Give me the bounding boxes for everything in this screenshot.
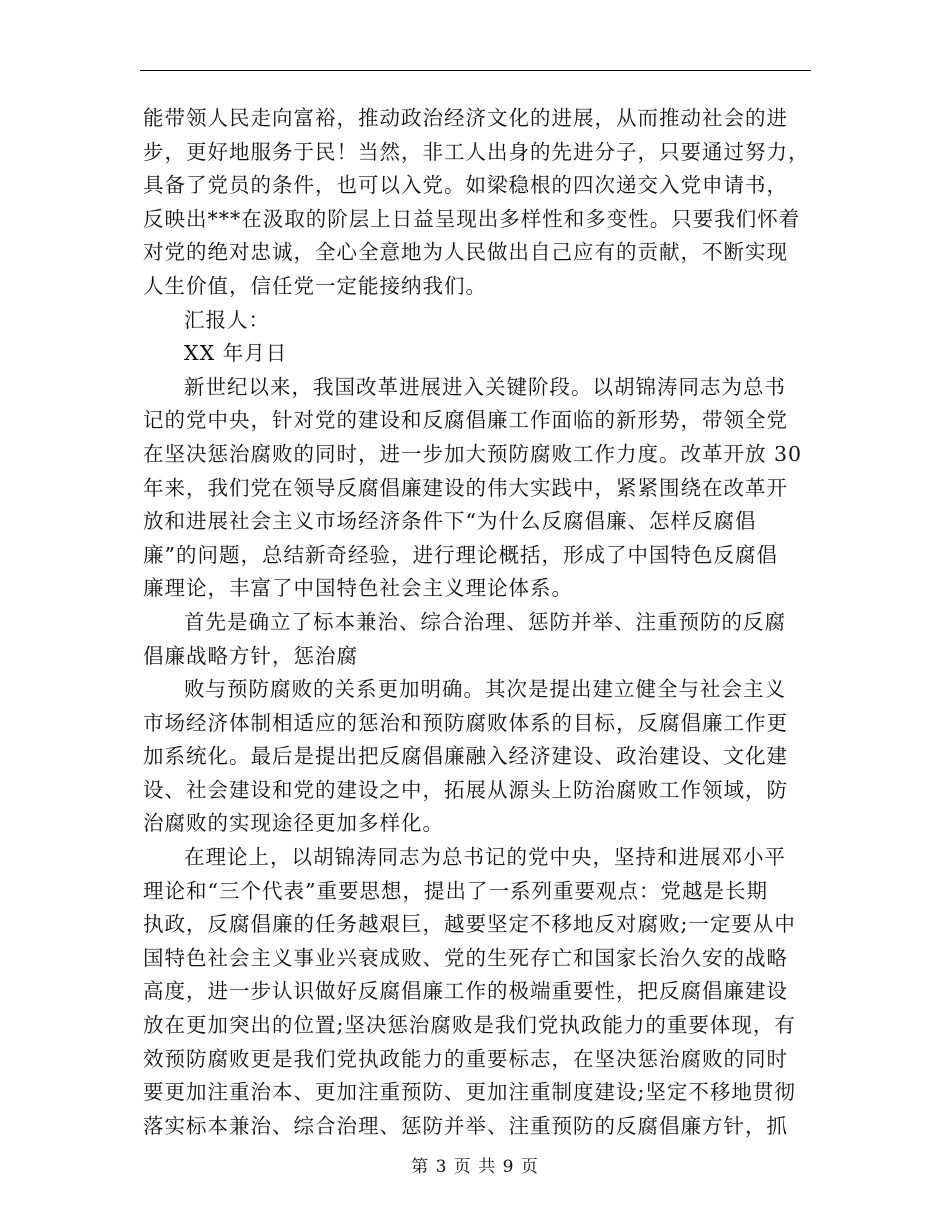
text-line: 市场经济体制相适应的惩治和预防腐败体系的目标，反腐倡廉工作更 (143, 710, 788, 735)
text-line: 在坚决惩治腐败的同时，进一步加大预防腐败工作力度。改革开放 30 (143, 441, 803, 466)
document-body (143, 102, 811, 1143)
text-line: 人生价值，信任党一定能接纳我们。 (143, 273, 487, 298)
text-line: 倡廉战略方针，惩治腐 (143, 643, 358, 668)
text-line: 放和进展社会主义市场经济条件下“为什么反腐倡廉、怎样反腐倡 (143, 509, 757, 534)
page-number-footer: 第 3 页 共 9 页 (411, 1157, 539, 1177)
text-line: 反映出***在汲取的阶层上日益呈现出多样性和多变性。只要我们怀着 (143, 206, 801, 231)
text-line: 国特色社会主义事业兴衰成败、党的生死存亡和国家长治久安的战略 (143, 945, 788, 970)
text-line: 败与预防腐败的关系更加明确。其次是提出建立健全与社会主义 (184, 677, 786, 702)
text-line: 放在更加突出的位置;坚决惩治腐败是我们党执政能力的重要体现，有 (143, 1013, 796, 1038)
text-line: 记的党中央，针对党的建设和反腐倡廉工作面临的新形势，带领全党 (143, 408, 788, 433)
text-line: XX 年月日 (184, 341, 288, 366)
text-line: 执政，反腐倡廉的任务越艰巨，越要坚定不移地反对腐败;一定要从中 (143, 912, 796, 937)
text-line: 设、社会建设和党的建设之中，拓展从源头上防治腐败工作领域，防 (143, 777, 788, 802)
text-line: 在理论上，以胡锦涛同志为总书记的党中央，坚持和进展邓小平 (184, 845, 786, 870)
header-rule (140, 70, 811, 71)
text-line: 加系统化。最后是提出把反腐倡廉融入经济建设、政治建设、文化建 (143, 744, 788, 769)
text-line: 汇报人： (184, 307, 270, 332)
text-line: 步，更好地服务于民！当然，非工人出身的先进分子，只要通过努力， (143, 139, 810, 164)
text-line: 理论和“三个代表”重要思想，提出了一系列重要观点：党越是长期 (143, 878, 768, 903)
text-line: 能带领人民走向富裕，推动政治经济文化的进展，从而推动社会的进 (143, 106, 788, 130)
text-line: 新世纪以来，我国改革进展进入关键阶段。以胡锦涛同志为总书 (184, 374, 786, 399)
text-line: 效预防腐败更是我们党执政能力的重要标志，在坚决惩治腐败的同时 (143, 1046, 788, 1071)
text-line: 高度，进一步认识做好反腐倡廉工作的极端重要性，把反腐倡廉建设 (143, 979, 788, 1004)
text-line: 廉”的问题，总结新奇经验，进行理论概括，形成了中国特色反腐倡 (143, 542, 778, 567)
text-line: 年来，我们党在领导反腐倡廉建设的伟大实践中，紧紧围绕在改革开 (143, 475, 788, 500)
text-line: 具备了党员的条件，也可以入党。如梁稳根的四次递交入党申请书， (143, 173, 788, 198)
text-line: 对党的绝对忠诚，全心全意地为人民做出自己应有的贡献，不断实现 (143, 240, 788, 265)
text-line: 首先是确立了标本兼治、综合治理、惩防并举、注重预防的反腐 (184, 609, 786, 634)
text-line: 廉理论，丰富了中国特色社会主义理论体系。 (143, 576, 573, 601)
text-line: 落实标本兼治、综合治理、惩防并举、注重预防的反腐倡廉方针，抓 (143, 1113, 788, 1138)
text-line: 要更加注重治本、更加注重预防、更加注重制度建设;坚定不移地贯彻 (143, 1080, 796, 1105)
text-line: 治腐败的实现途径更加多样化。 (143, 811, 444, 836)
